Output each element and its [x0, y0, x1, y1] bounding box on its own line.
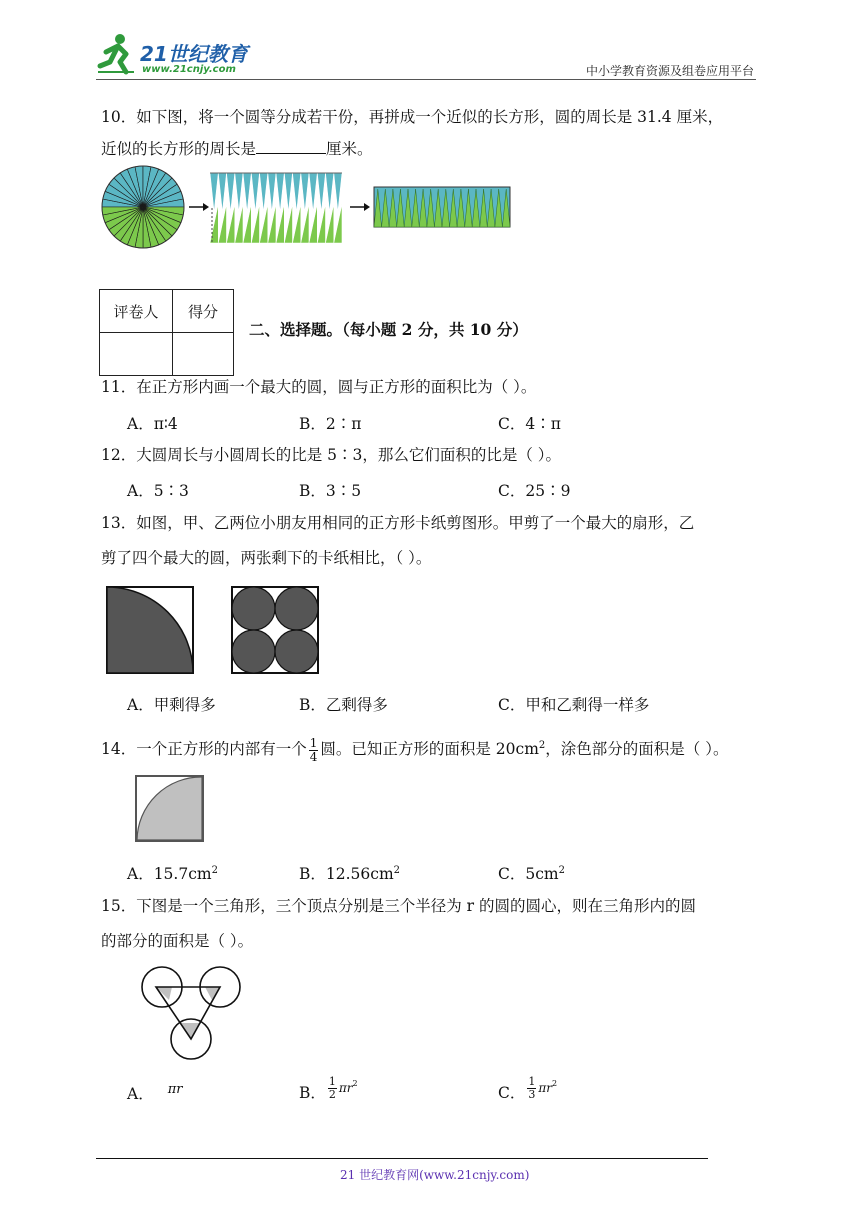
q15-option-a[interactable]: [127, 1082, 182, 1104]
q15-option-c-expr: πr: [538, 1081, 552, 1095]
q10-line1: 10．如下图，将一个圆等分成若干份，再拼成一个近似的长方形，圆的周长是 31.4 厘米，: [101, 108, 724, 126]
q15-line2: 的部分的面积是（ ）。: [101, 932, 254, 950]
teal-sector: [293, 173, 301, 212]
section2-title: 二、选择题。（每小题 2 分，共 10 分）: [249, 320, 528, 339]
q14-option-a-text: A．15.7cm: [127, 865, 212, 883]
q14-stem-c: ，涂色部分的面积是（ ）。: [545, 740, 729, 759]
q13-line1: 13．如图，甲、乙两位小朋友用相同的正方形卡纸剪图形。甲剪了一个最大的扇形，乙: [101, 514, 695, 532]
fraction-denominator: 4: [309, 749, 318, 764]
circle-shape: [232, 587, 275, 630]
q14-option-b-text: B．12.56cm: [299, 865, 394, 883]
shaded-sector: [205, 987, 220, 1000]
segmented-circle: [102, 166, 184, 248]
runner-logo-icon: [96, 32, 136, 76]
q14-option-a[interactable]: [127, 862, 218, 884]
unit-superscript: 2: [393, 864, 401, 876]
logo-main-text: 21世纪教育: [140, 42, 248, 66]
q15-option-c-label: C．: [498, 1084, 526, 1102]
q12-option-b[interactable]: B．3∶5: [299, 482, 362, 500]
circle-shape: [232, 630, 275, 673]
teal-sector: [334, 173, 342, 212]
q14-stem: [101, 735, 728, 764]
q14-stem-sup: 2: [538, 740, 546, 751]
teal-sector: [235, 173, 243, 212]
q15-option-b[interactable]: [299, 1075, 358, 1101]
q12-stem: 12．大圆周长与小圆周长的比是 5∶3，那么它们面积的比是（ ）。: [101, 446, 562, 464]
header-divider: [96, 79, 756, 80]
q14-stem-b: 圆。已知正方形的面积是 20cm: [320, 740, 539, 759]
q11-option-b[interactable]: B．2∶π: [299, 415, 362, 433]
score-table: [99, 289, 234, 376]
answer-blank: [256, 139, 326, 154]
teal-sector: [276, 173, 284, 212]
fraction-numerator: 1: [328, 1074, 336, 1088]
teal-sector: [317, 173, 325, 212]
q10-line2-a: 近似的长方形的周长是: [101, 140, 257, 158]
q14-figure: [135, 775, 205, 843]
q12-option-c[interactable]: C．25∶9: [498, 482, 571, 500]
header-platform-text: 中小学教育资源及组卷应用平台: [585, 64, 754, 78]
arrow-icon: [350, 203, 370, 211]
q11-option-a[interactable]: A．π∶4: [127, 415, 178, 433]
logo-sub-text: www.21cnjy.com: [142, 64, 236, 75]
circle-shape: [275, 587, 318, 630]
q14-option-c[interactable]: [498, 862, 565, 884]
exponent: 2: [552, 1078, 558, 1088]
q11-option-c[interactable]: C．4∶π: [498, 415, 561, 433]
score-table-header-grader: 评卷人: [100, 290, 173, 333]
fraction-one-third: [527, 1076, 536, 1101]
teal-sector: [284, 173, 292, 212]
arrow-icon: [189, 203, 209, 211]
unit-superscript: 2: [211, 864, 218, 876]
q13-option-b[interactable]: B．乙剩得多: [299, 696, 388, 714]
fraction-one-half: [328, 1076, 337, 1101]
q13-option-a[interactable]: A．甲剩得多: [127, 696, 216, 714]
teal-sector: [309, 173, 317, 212]
teal-sector: [251, 173, 259, 212]
q13-figure-jia: [106, 586, 194, 674]
fraction-numerator: 1: [528, 1074, 536, 1088]
circle-shape: [275, 630, 318, 673]
footer-text: 21 世纪教育网(www.21cnjy.com): [340, 1168, 530, 1182]
q15-option-a-expr: πr: [167, 1082, 183, 1097]
q11-stem: 11．在正方形内画一个最大的圆，圆与正方形的面积比为（ ）。: [101, 378, 537, 396]
fraction-denominator: 3: [528, 1087, 536, 1101]
q14-option-c-text: C．5cm: [498, 865, 559, 883]
q15-figure: [136, 962, 246, 1062]
teal-sector: [227, 173, 235, 212]
teal-sector: [210, 173, 218, 212]
q13-figure-yi: [231, 586, 319, 674]
approx-rectangle: [374, 187, 510, 227]
q15-option-b-label: B．: [299, 1084, 326, 1102]
q14-option-b[interactable]: [299, 862, 400, 884]
fraction-one-quarter: [309, 737, 319, 764]
score-table-cell-grader[interactable]: [100, 333, 173, 376]
q13-option-c[interactable]: C．甲和乙剩得一样多: [498, 696, 650, 714]
q15-option-a-label: A．: [127, 1085, 154, 1103]
unit-superscript: 2: [558, 864, 565, 876]
score-table-cell-score[interactable]: [173, 333, 234, 376]
site-logo: [96, 32, 266, 80]
q10-line2-b: 厘米。: [326, 140, 373, 158]
q15-option-c[interactable]: [498, 1075, 557, 1101]
teal-sector: [301, 173, 309, 212]
fraction-denominator: 2: [328, 1087, 336, 1101]
teal-sector: [268, 173, 276, 212]
q10-figure: [100, 165, 520, 250]
interlocked-sectors-rectangle: [210, 173, 342, 243]
teal-sector: [243, 173, 251, 212]
q15-line1: 15．下图是一个三角形，三个顶点分别是三个半径为 r 的圆的圆心，则在三角形内的圆: [101, 897, 696, 915]
teal-sector: [326, 173, 334, 212]
footer-divider: [96, 1158, 708, 1159]
q14-stem-a: 14．一个正方形的内部有一个: [101, 740, 307, 759]
fraction-numerator: 1: [309, 735, 318, 750]
q10-line2: [101, 138, 373, 160]
q13-line2: 剪了四个最大的圆，两张剩下的卡纸相比，（ ）。: [101, 549, 432, 567]
q15-option-b-expr: πr: [338, 1081, 353, 1095]
score-table-header-score: 得分: [173, 290, 234, 333]
teal-sector: [218, 173, 226, 212]
exponent: 2: [352, 1078, 358, 1088]
q12-option-a[interactable]: A．5∶3: [127, 482, 189, 500]
teal-sector: [260, 173, 268, 212]
